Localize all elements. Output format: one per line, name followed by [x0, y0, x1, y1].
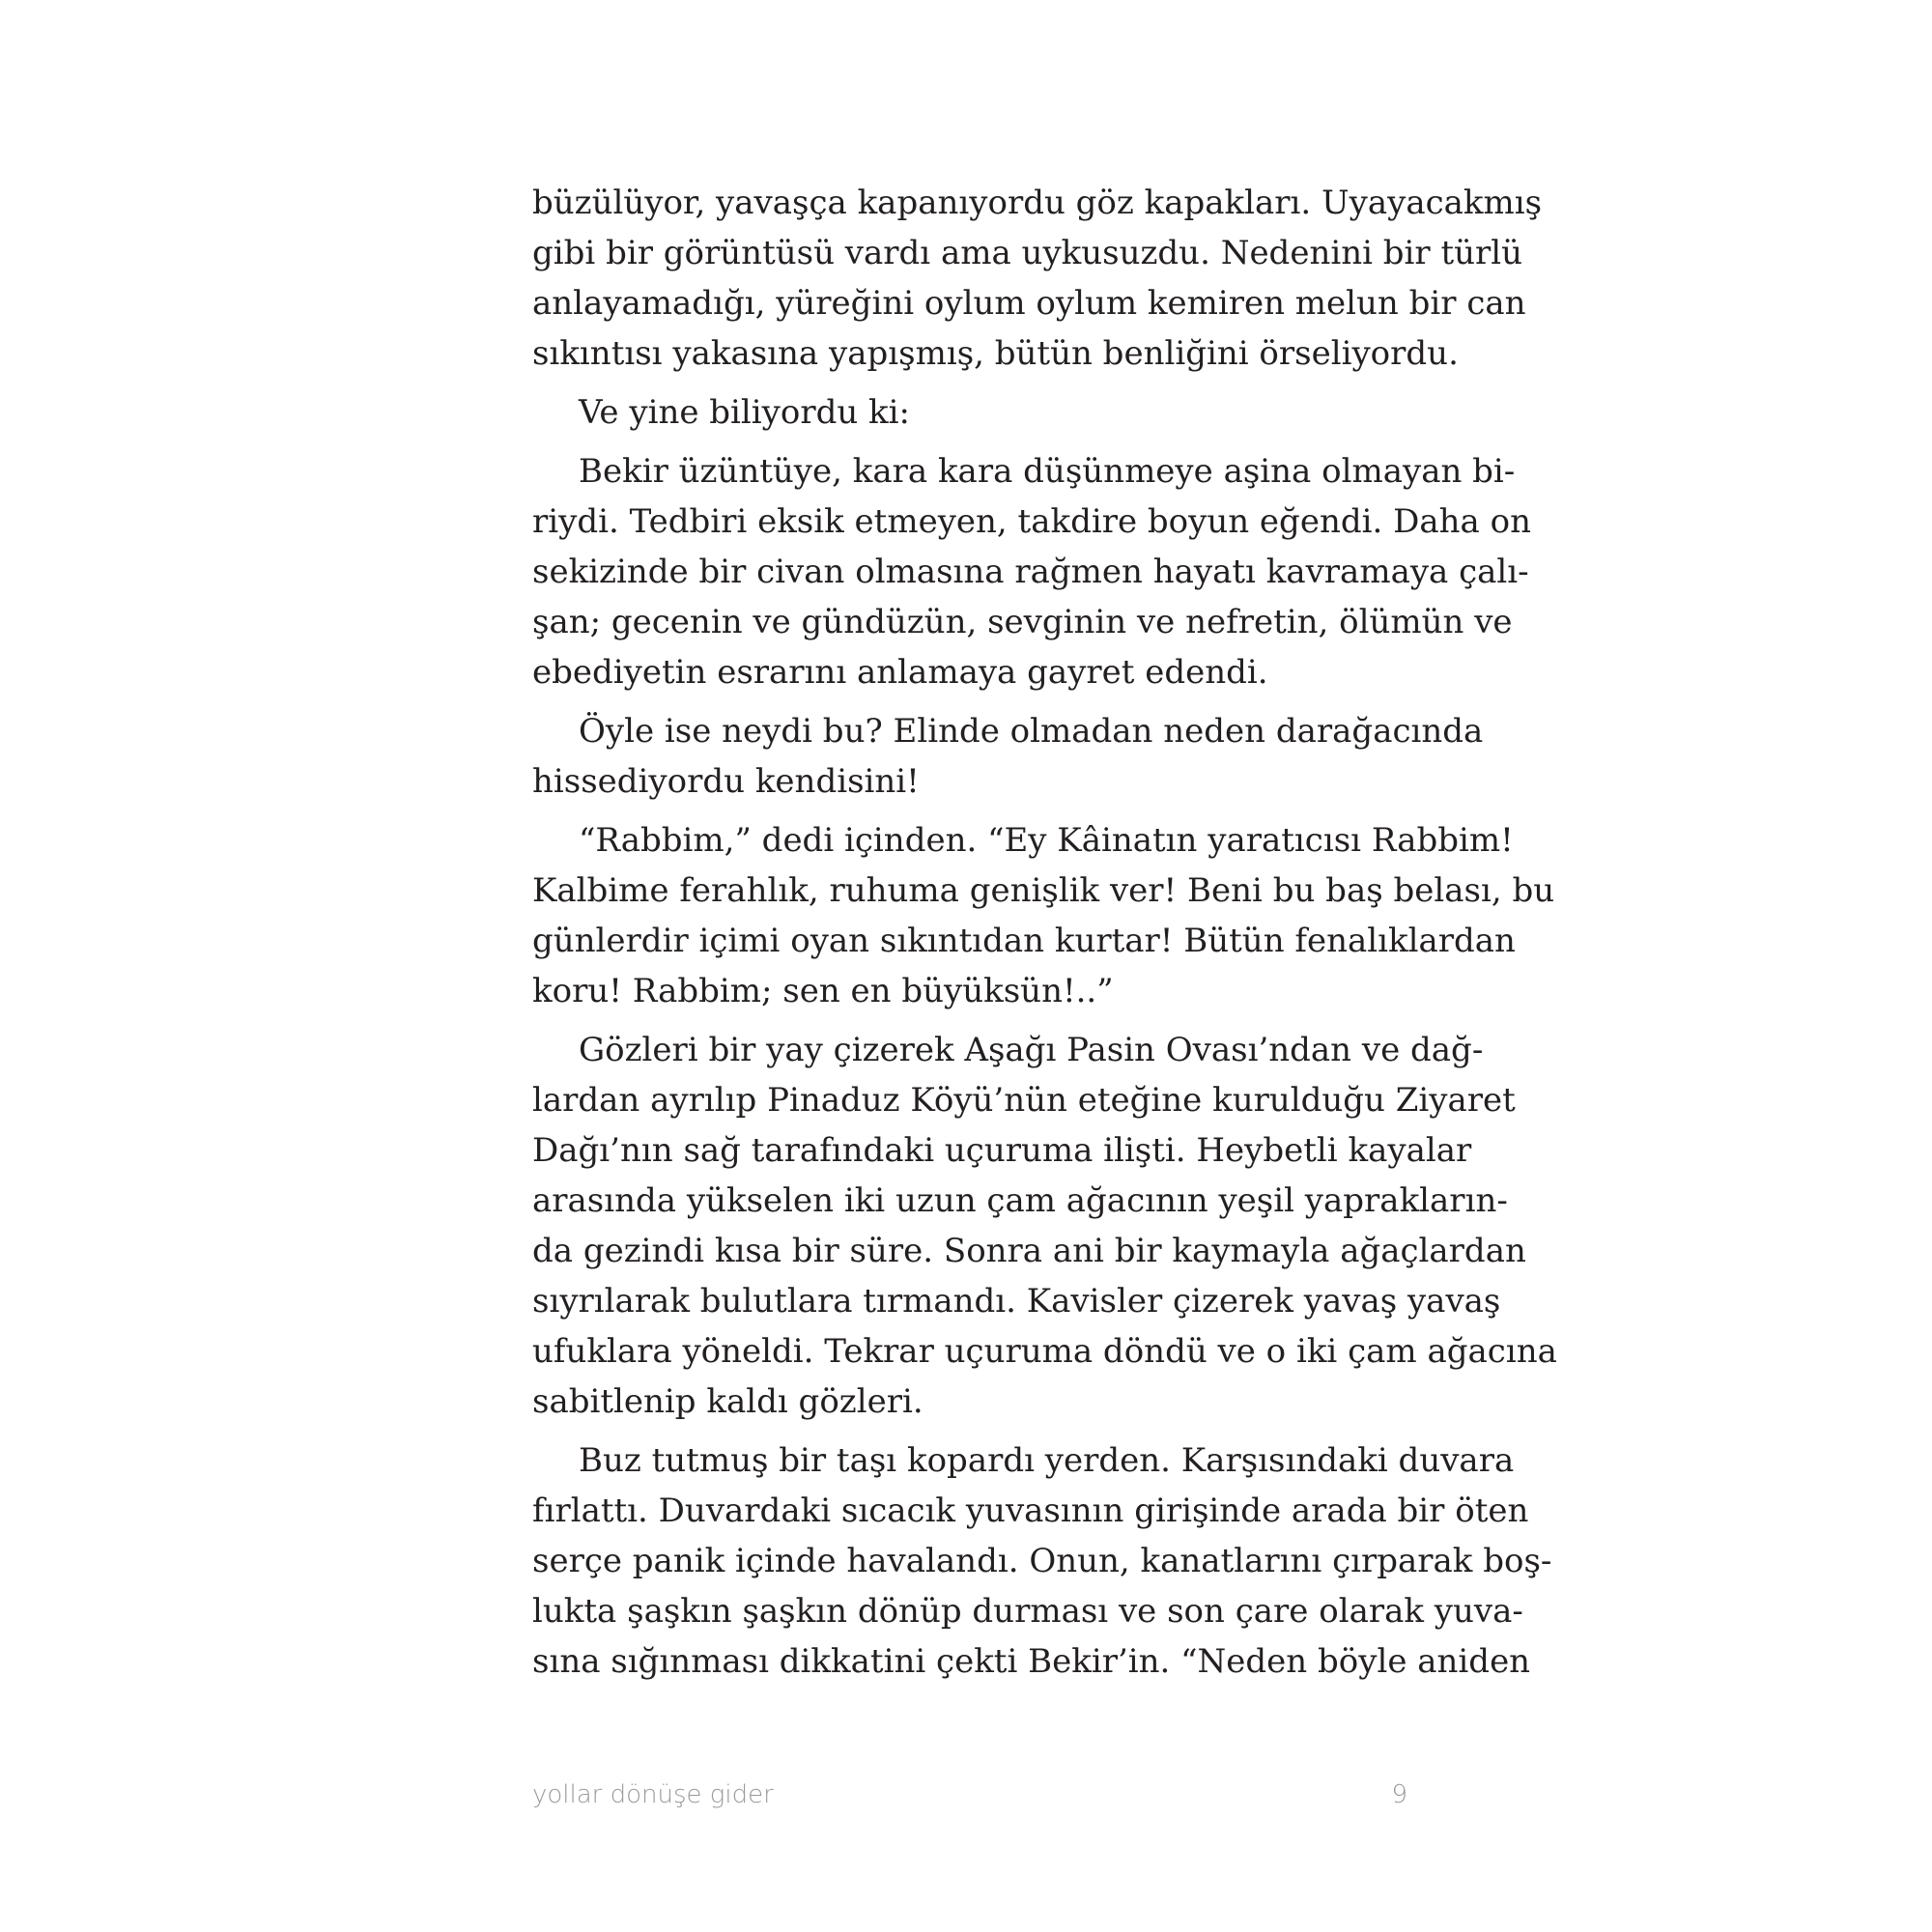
text-line: gibi bir görüntüsü vardı ama uykusuzdu. Nedenini bir türlü [532, 234, 1523, 272]
text-line: sekizinde bir civan olmasına rağmen hayatı kavramaya çalı- [532, 553, 1529, 591]
text-line: “Rabbim,” dedi içinden. “Ey Kâinatın yaratıcısı Rabbim! [579, 821, 1514, 860]
text-line: günlerdir içimi oyan sıkıntıdan kurtar! Bütün fenalıklardan [532, 922, 1516, 960]
text-line: Kalbime ferahlık, ruhuma genişlik ver! Beni bu baş belası, bu [532, 871, 1555, 910]
text-line: şan; gecenin ve gündüzün, sevginin ve nefretin, ölümün ve [532, 603, 1513, 641]
text-line: Buz tutmuş bir taşı kopardı yerden. Karşısındaki duvara [579, 1441, 1515, 1480]
page-number: 9 [1391, 1780, 1407, 1809]
text-line: Öyle ise neydi bu? Elinde olmadan neden darağacında [579, 712, 1484, 751]
paragraph-6 [532, 1025, 1557, 1427]
text-line: da gezindi kısa bir süre. Sonra ani bir kaymayla ağaçlardan [532, 1232, 1526, 1270]
text-line: koru! Rabbim; sen en büyüksün!..” [532, 972, 1114, 1010]
running-title: yollar dönüşe gider [532, 1780, 774, 1809]
text-line: ufuklara yöneldi. Tekrar uçuruma döndü ve o iki çam ağacına [532, 1332, 1557, 1371]
text-line: sıkıntısı yakasına yapışmış, bütün benliğini örseliyordu. [532, 334, 1459, 373]
paragraph-2 [532, 387, 1411, 438]
text-line: sabitlenip kaldı gözleri. [532, 1382, 923, 1421]
text-line: lardan ayrılıp Pinaduz Köyü’nün eteğine kurulduğu Ziyaret [532, 1081, 1516, 1120]
paragraph-7 [532, 1435, 1552, 1687]
text-line: anlayamadığı, yüreğini oylum oylum kemiren melun bir can [532, 284, 1526, 323]
text-line: ebediyetin esrarını anlamaya gayret edendi. [532, 653, 1268, 692]
paragraph-4 [532, 706, 1484, 807]
text-line: hissediyordu kendisini! [532, 762, 920, 801]
text-line: sına sığınması dikkatini çekti Bekir’in. “Neden böyle aniden [532, 1642, 1531, 1681]
text-line: Dağı’nın sağ tarafındaki uçuruma ilişti. Heybetli kayalar [532, 1131, 1472, 1170]
text-line: Ve yine biliyordu ki: [579, 393, 910, 432]
text-line: Gözleri bir yay çizerek Aşağı Pasin Ovası’ndan ve dağ- [579, 1031, 1484, 1069]
text-line: sıyrılarak bulutlara tırmandı. Kavisler çizerek yavaş yavaş [532, 1282, 1501, 1321]
paragraph-3 [532, 446, 1531, 697]
text-line: Bekir üzüntüye, kara kara düşünmeye aşina olmayan bi- [579, 452, 1516, 491]
text-line: fırlattı. Duvardaki sıcacık yuvasının girişinde arada bir öten [532, 1492, 1529, 1530]
text-line: serçe panik içinde havalandı. Onun, kanatlarını çırparak boş- [532, 1542, 1552, 1580]
text-line: riydi. Tedbiri eksik etmeyen, takdire boyun eğendi. Daha on [532, 502, 1531, 541]
paragraph-1 [532, 178, 1543, 379]
page-footer [532, 1780, 1411, 1819]
paragraph-5 [532, 815, 1555, 1016]
text-line: büzülüyor, yavaşça kapanıyordu göz kapakları. Uyayacakmış [532, 184, 1543, 222]
body-text [532, 178, 1557, 1695]
text-line: arasında yükselen iki uzun çam ağacının yeşil yaprakların- [532, 1181, 1508, 1220]
text-line: lukta şaşkın şaşkın dönüp durması ve son çare olarak yuva- [532, 1592, 1523, 1631]
